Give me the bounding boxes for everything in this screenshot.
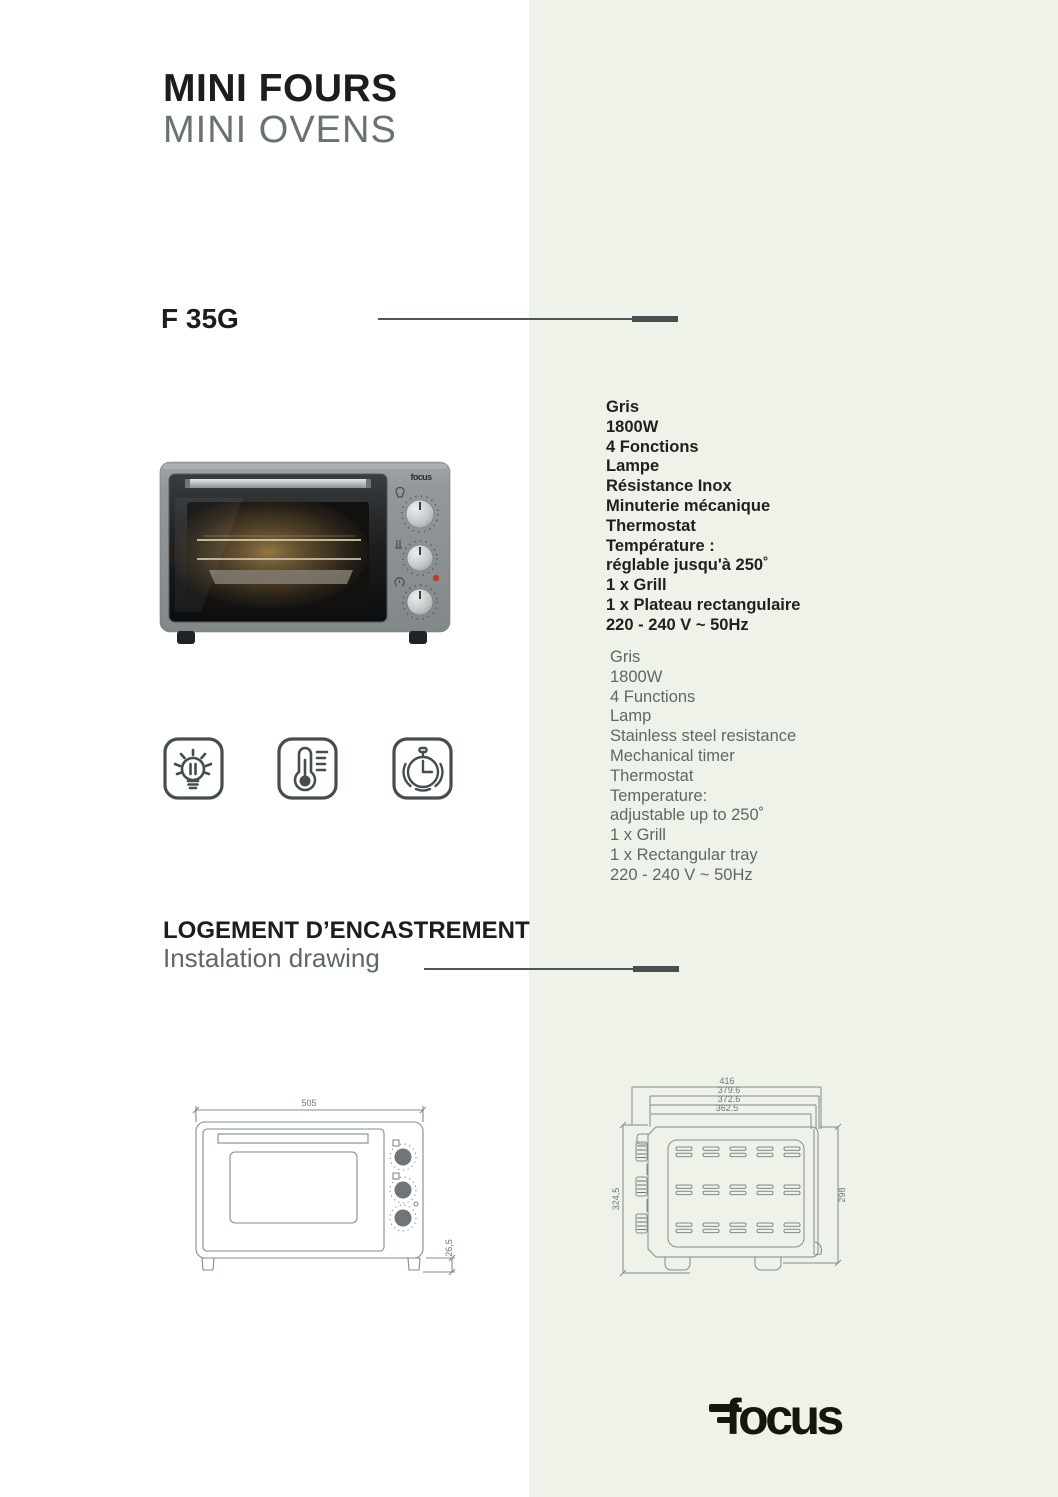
timer-icon — [392, 736, 453, 800]
spec-line: réglable jusqu'à 250˚ — [606, 556, 769, 575]
spec-line: Temperature: — [610, 786, 708, 805]
spec-line: Température : — [606, 536, 715, 555]
dim-side-height-right: 298 — [837, 1187, 847, 1203]
spec-line: Résistance Inox — [606, 477, 732, 496]
divider-line-tip — [633, 966, 679, 972]
product-model: F 35G — [161, 303, 239, 334]
oven-foot — [177, 631, 195, 644]
brand-logo-text: focus — [725, 1389, 841, 1444]
dim-side-depth-1: 416 — [719, 1076, 735, 1086]
dim-side-height-left: 324,5 — [611, 1187, 621, 1211]
dim-side-depth-4: 362.5 — [715, 1103, 739, 1113]
power-indicator-light — [433, 575, 439, 581]
divider-line-model — [378, 318, 678, 320]
feature-icons-row — [163, 736, 453, 798]
install-section-title — [163, 918, 530, 972]
install-title-french: LOGEMENT D’ENCASTREMENT — [163, 917, 530, 944]
spec-line: Gris — [610, 648, 641, 666]
product-photo-mini-oven — [157, 452, 453, 650]
spec-line: Mechanical timer — [610, 746, 735, 765]
spec-line: adjustable up to 250˚ — [610, 806, 765, 825]
oven-knobs — [402, 496, 438, 619]
oven-brand-label: focus — [410, 472, 432, 482]
divider-line-install — [424, 968, 679, 970]
thermometer-icon — [277, 736, 338, 800]
spec-line: Lampe — [606, 457, 660, 476]
oven-tray — [209, 570, 353, 584]
oven-door-handle — [185, 479, 371, 488]
specs-list-french — [606, 398, 936, 636]
spec-line: 4 Fonctions — [606, 437, 699, 456]
spec-line: 4 Functions — [610, 687, 696, 706]
dim-front-foot-height: 26,5 — [444, 1239, 454, 1257]
spec-line: Gris — [606, 398, 640, 416]
specs-list-english — [610, 648, 940, 886]
oven-foot — [409, 631, 427, 644]
divider-line-tip — [632, 316, 678, 322]
spec-line: 1 x Grill — [610, 826, 666, 845]
spec-line: 1 x Rectangular tray — [610, 845, 758, 864]
installation-drawing-front — [163, 1093, 473, 1293]
install-title-english: Instalation drawing — [163, 943, 380, 973]
spec-line: 1 x Plateau rectangulaire — [606, 595, 801, 614]
page-title — [163, 68, 398, 150]
spec-line: Lamp — [610, 707, 652, 726]
spec-line: 1 x Grill — [606, 576, 667, 595]
dim-side-depth-2: 379.6 — [717, 1085, 741, 1095]
spec-line: 1800W — [610, 667, 663, 686]
spec-line: 220 - 240 V ~ 50Hz — [606, 615, 749, 634]
spec-line: Stainless steel resistance — [610, 727, 797, 746]
installation-drawing-side — [598, 1072, 888, 1287]
page-title-english: MINI OVENS — [163, 109, 397, 151]
dim-front-width: 505 — [301, 1098, 317, 1108]
spec-line: Minuterie mécanique — [606, 496, 771, 515]
brand-logo-focus — [709, 1388, 909, 1444]
spec-line: Thermostat — [610, 766, 694, 785]
lamp-icon — [163, 736, 224, 800]
page-title-french: MINI FOURS — [163, 67, 398, 110]
spec-line: 220 - 240 V ~ 50Hz — [610, 865, 753, 884]
dim-side-depth-3: 372.6 — [717, 1094, 741, 1104]
spec-line: 1800W — [606, 417, 659, 436]
spec-line: Thermostat — [606, 516, 696, 535]
